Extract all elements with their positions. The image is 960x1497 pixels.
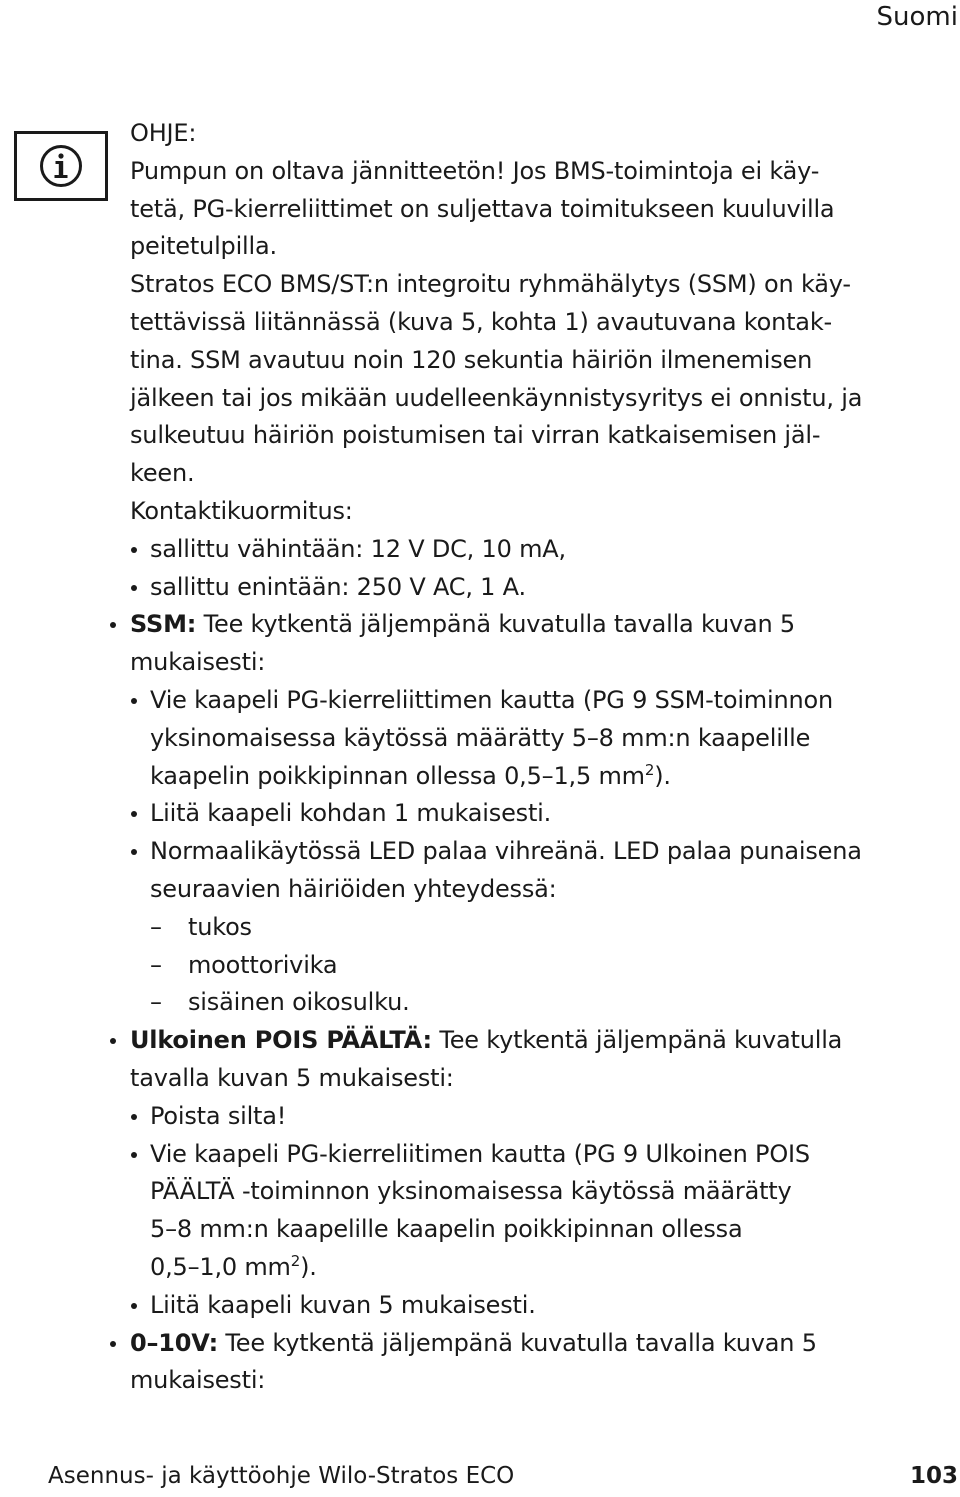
v010-intro-text: mukaisesti:	[130, 1366, 266, 1395]
ssm-cable-step: Vie kaapeli PG-kierreliittimen kautta (PG 9 SSM-toiminnon	[130, 682, 900, 720]
ssm-cable-step	[130, 758, 900, 796]
superscript: 2	[290, 1251, 301, 1270]
ext-off-label: Ulkoinen POIS PÄÄLTÄ:	[130, 1026, 432, 1055]
ext-off-cable-step	[130, 1249, 900, 1287]
ssm-text-line: sulkeutuu häiriön poistumisen tai virran katkaisemisen jäl-	[130, 421, 821, 450]
ext-off-cable-text: 0,5–1,0 mm	[150, 1252, 291, 1281]
ssm-label: SSM:	[130, 610, 197, 639]
ext-off-intro-text: tavalla kuvan 5 mukaisesti:	[130, 1063, 454, 1092]
ssm-cable-text: kaapelin poikkipinnan ollessa 0,5–1,5 mm	[150, 761, 645, 790]
contact-load-title: Kontaktikuormitus:	[130, 496, 353, 525]
note-text-line: peitetulpilla.	[130, 232, 277, 261]
ssm-intro-text: mukaisesti:	[130, 648, 266, 677]
contact-load-min: sallittu vähintään: 12 V DC, 10 mA,	[130, 531, 900, 569]
note-text-line: tetä, PG-kierreliittimet on suljettava toimitukseen kuuluvilla	[130, 194, 835, 223]
ssm-text-line: keen.	[130, 459, 195, 488]
superscript: 2	[644, 760, 655, 779]
ssm-connect-step: Liitä kaapeli kohdan 1 mukaisesti.	[130, 795, 900, 833]
manual-title: Asennus- ja käyttöohje Wilo-Stratos ECO	[48, 1463, 515, 1489]
ext-off-section-heading	[130, 1022, 900, 1060]
note-title: OHJE:	[130, 119, 197, 147]
ssm-section-heading	[130, 606, 900, 644]
remove-bridge-step: Poista silta!	[130, 1098, 900, 1136]
v010-intro-text: Tee kytkentä jäljempänä kuvatulla tavalla kuvan 5	[218, 1328, 817, 1357]
fault-item: – tukos	[130, 909, 900, 947]
page-number: 103	[909, 1463, 958, 1489]
ext-off-cable-text: ).	[300, 1252, 317, 1281]
ssm-text-line: jälkeen tai jos mikään uudelleenkäynnistysyritys ei onnistu, ja	[130, 383, 863, 412]
ssm-led-step: Normaalikäytössä LED palaa vihreänä. LED palaa punaisena	[130, 833, 900, 871]
v010-label: 0–10V:	[130, 1328, 218, 1357]
info-icon	[14, 131, 108, 201]
ext-off-intro-text: Tee kytkentä jäljempänä kuvatulla	[431, 1026, 843, 1055]
note-text-line: Pumpun on oltava jännitteetön! Jos BMS-toimintoja ei käy-	[130, 156, 820, 185]
ext-off-cable-step: 5–8 mm:n kaapelille kaapelin poikkipinnan ollessa	[150, 1215, 743, 1244]
ssm-text-line: tettävissä liitännässä (kuva 5, kohta 1) avautuvana kontak-	[130, 307, 832, 336]
language-label: Suomi	[876, 2, 958, 32]
ext-off-connect-step: Liitä kaapeli kuvan 5 mukaisesti.	[130, 1287, 900, 1325]
ssm-cable-text: ).	[654, 761, 671, 790]
ssm-led-step: seuraavien häiriöiden yhteydessä:	[150, 874, 557, 903]
ssm-intro-text: Tee kytkentä jäljempänä kuvatulla tavalla kuvan 5	[196, 610, 795, 639]
v010-section-heading	[130, 1325, 900, 1363]
contact-load-max: sallittu enintään: 250 V AC, 1 A.	[130, 569, 900, 607]
fault-item: – moottorivika	[130, 947, 900, 985]
note-content	[130, 115, 900, 1400]
ssm-text-line: Stratos ECO BMS/ST:n integroitu ryhmähälytys (SSM) on käy-	[130, 270, 851, 299]
ssm-cable-step: yksinomaisessa käytössä määrätty 5–8 mm:n kaapelille	[150, 723, 811, 752]
ext-off-cable-step: Vie kaapeli PG-kierreliitimen kautta (PG 9 Ulkoinen POIS	[130, 1136, 900, 1174]
ext-off-cable-step: PÄÄLTÄ -toiminnon yksinomaisessa käytössä määrätty	[150, 1177, 792, 1206]
ssm-text-line: tina. SSM avautuu noin 120 sekuntia häiriön ilmenemisen	[130, 345, 813, 374]
fault-item: – sisäinen oikosulku.	[130, 984, 900, 1022]
